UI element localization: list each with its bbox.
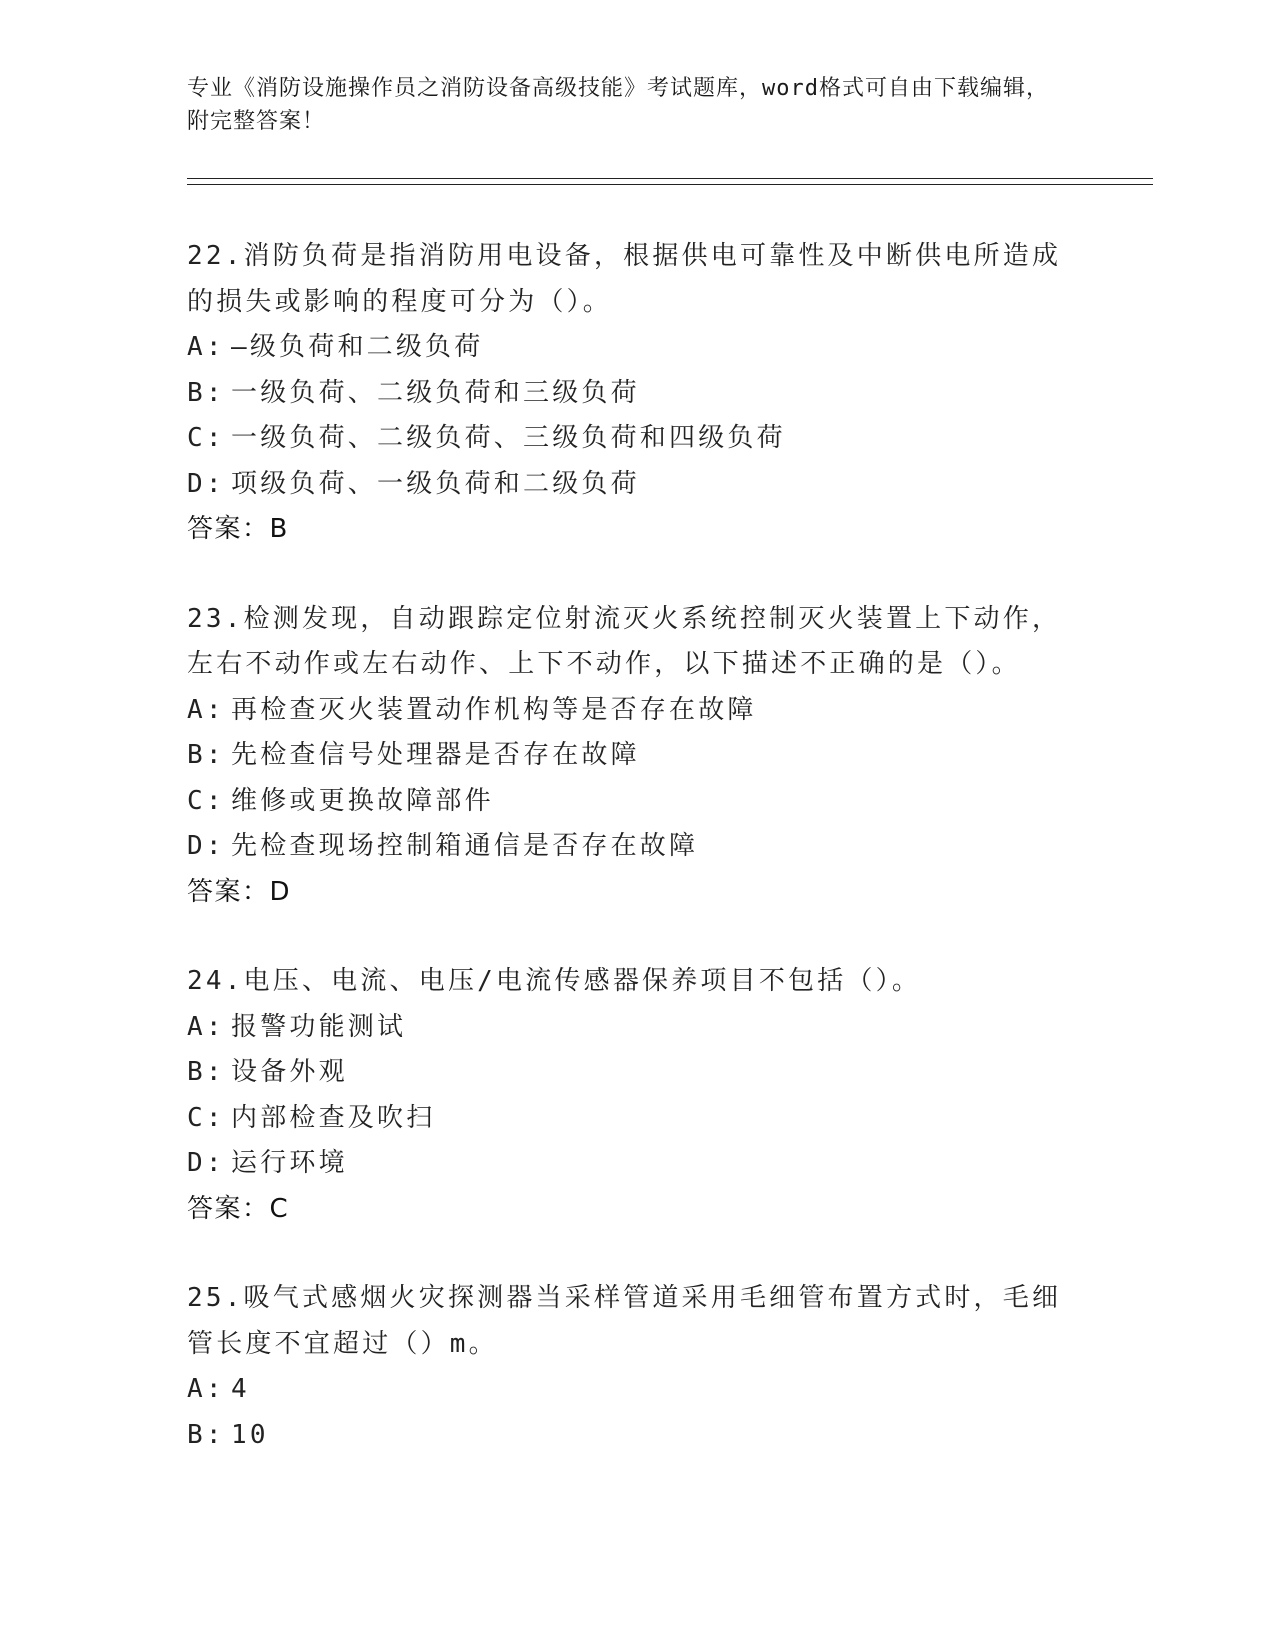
- option-b: [187, 1413, 1087, 1459]
- question-24: [187, 959, 1087, 1232]
- option-a: [187, 325, 1087, 371]
- option-letter: C:: [187, 423, 225, 453]
- question-22: [187, 234, 1087, 553]
- option-letter: A:: [187, 694, 225, 725]
- option-text: 报警功能测试: [231, 1011, 407, 1042]
- header-divider-bottom: [187, 184, 1153, 185]
- option-text: 维修或更换故障部件: [231, 785, 494, 816]
- option-letter: A:: [187, 1374, 225, 1404]
- option-text: 内部检查及吹扫: [231, 1102, 436, 1133]
- option-c: [187, 1096, 1087, 1142]
- option-letter: B:: [187, 740, 225, 770]
- answer-line: 答案：B: [187, 514, 289, 544]
- option-text: 一级负荷、二级负荷、三级负荷和四级负荷: [231, 423, 786, 453]
- question-stem: 23.检测发现，自动跟踪定位射流灭火系统控制灭火装置上下动作，左右不动作或左右动作、上下不动作，以下描述不正确的是（）。: [187, 603, 1062, 679]
- document-header: 专业《消防设施操作员之消防设备高级技能》考试题库，word格式可自由下载编辑，附完整答案！: [187, 76, 1049, 134]
- option-text: 再检查灭火装置动作机构等是否存在故障: [231, 694, 757, 725]
- option-a: [187, 1005, 1087, 1051]
- option-a: [187, 1367, 1087, 1413]
- option-letter: B:: [187, 1057, 225, 1087]
- option-letter: D:: [187, 468, 225, 499]
- option-c: [187, 779, 1087, 825]
- option-letter: C:: [187, 785, 225, 816]
- option-d: [187, 462, 1087, 508]
- question-stem: 24.电压、电流、电压/电流传感器保养项目不包括（）。: [187, 966, 922, 996]
- option-a: [187, 688, 1087, 734]
- option-text: 先检查现场控制箱通信是否存在故障: [231, 831, 699, 861]
- option-text: 项级负荷、一级负荷和二级负荷: [231, 468, 640, 499]
- option-text: 10: [231, 1419, 269, 1450]
- option-letter: C:: [187, 1102, 225, 1133]
- question-23: [187, 597, 1087, 916]
- option-letter: B:: [187, 1419, 225, 1450]
- answer-line: 答案：C: [187, 1193, 290, 1224]
- option-letter: A:: [187, 1011, 225, 1042]
- option-text: —级负荷和二级负荷: [231, 332, 484, 362]
- option-c: [187, 416, 1087, 462]
- question-stem: 22.消防负荷是指消防用电设备，根据供电可靠性及中断供电所造成的损失或影响的程度可分为（）。: [187, 241, 1062, 317]
- question-list: [187, 234, 1087, 1502]
- option-text: 4: [231, 1374, 250, 1404]
- option-letter: D:: [187, 831, 225, 861]
- option-text: 设备外观: [231, 1057, 348, 1087]
- option-text: 运行环境: [231, 1148, 348, 1178]
- answer-line: 答案：D: [187, 876, 292, 907]
- option-text: 先检查信号处理器是否存在故障: [231, 740, 640, 770]
- option-b: [187, 733, 1087, 779]
- option-b: [187, 371, 1087, 417]
- option-d: [187, 1141, 1087, 1187]
- option-d: [187, 824, 1087, 870]
- question-25: [187, 1276, 1087, 1458]
- option-text: 一级负荷、二级负荷和三级负荷: [231, 377, 640, 408]
- header-divider-top: [187, 178, 1153, 179]
- option-letter: A:: [187, 332, 225, 362]
- option-letter: D:: [187, 1148, 225, 1178]
- option-b: [187, 1050, 1087, 1096]
- question-stem: 25.吸气式感烟火灾探测器当采样管道采用毛细管布置方式时，毛细管长度不宜超过（）m。: [187, 1283, 1062, 1359]
- option-letter: B:: [187, 377, 225, 408]
